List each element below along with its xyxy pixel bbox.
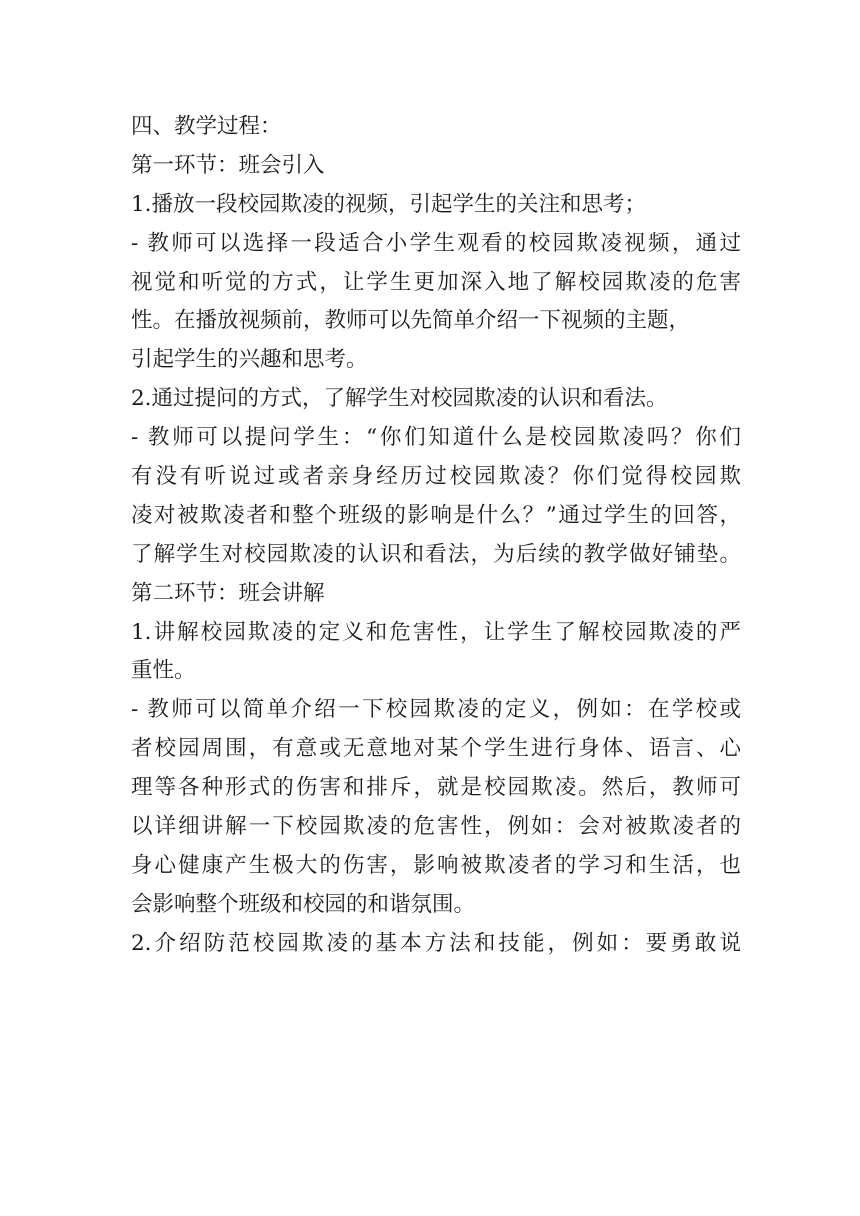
text-line: 有没有听说过或者亲身经历过校园欺凌？你们觉得校园欺 [131,464,741,490]
text-line: 2.通过提问的方式，了解学生对校园欺凌的认识和看法。 [131,386,668,412]
text-line: 者校园周围，有意或无意地对某个学生进行身体、语言、心 [131,736,741,762]
text-line: - 教师可以简单介绍一下校园欺凌的定义，例如：在学校或 [131,697,741,723]
text-line: 1.播放一段校园欺凌的视频，引起学生的关注和思考； [131,191,647,217]
text-line: 身心健康产生极大的伤害，影响被欺凌者的学习和生活，也 [131,852,741,878]
text-line: 会影响整个班级和校园的和谐氛围。 [131,891,476,917]
text-line: 1.讲解校园欺凌的定义和危害性，让学生了解校园欺凌的严 [131,619,741,645]
section-heading: 四、教学过程： [131,114,282,139]
text-line: 引起学生的兴趣和思考。 [131,347,368,373]
text-line: 凌对被欺凌者和整个班级的影响是什么？”通过学生的回答， [131,502,741,528]
text-line: 了解学生对校园欺凌的认识和看法，为后续的教学做好铺垫。 [131,541,741,567]
text-line: 以详细讲解一下校园欺凌的危害性，例如：会对被欺凌者的 [131,814,741,840]
text-line: 重性。 [131,658,196,684]
text-line: - 教师可以选择一段适合小学生观看的校园欺凌视频，通过 [131,230,741,256]
text-line: 理等各种形式的伤害和排斥，就是校园欺凌。然后，教师可 [131,775,741,801]
text-line: 视觉和听觉的方式，让学生更加深入地了解校园欺凌的危害 [131,269,741,295]
document-body [131,108,741,964]
subsection-heading: 第二环节：班会讲解 [131,580,325,606]
text-line: 性。在播放视频前，教师可以先简单介绍一下视频的主题， [131,308,691,334]
text-line: 2.介绍防范校园欺凌的基本方法和技能，例如：要勇敢说 [131,930,741,956]
subsection-heading: 第一环节：班会引入 [131,152,325,178]
text-line: - 教师可以提问学生：“你们知道什么是校园欺凌吗？你们 [131,425,741,451]
